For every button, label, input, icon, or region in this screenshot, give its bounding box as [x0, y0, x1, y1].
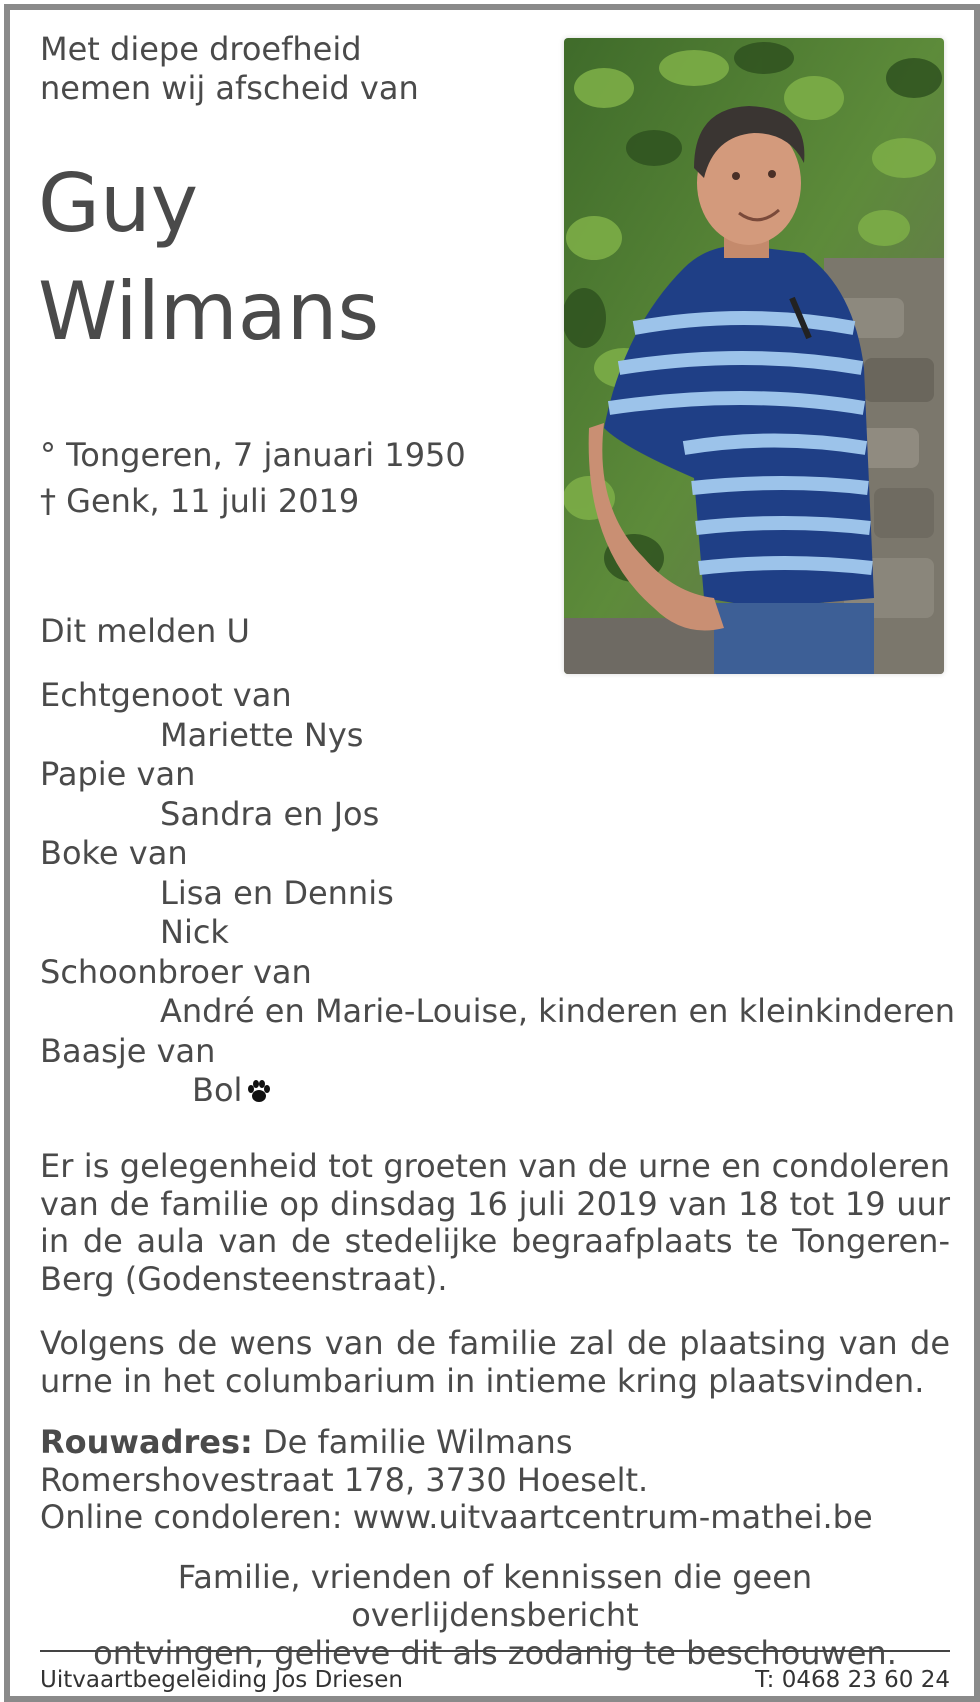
relation-label: Papie van	[40, 755, 196, 793]
obituary-card	[4, 4, 980, 1702]
notice-line-2: ontvingen, gelieve dit als zodanig te beschouwen.	[93, 1634, 897, 1672]
contact-block	[40, 1424, 873, 1537]
relation-name: Mariette Nys	[160, 715, 364, 754]
relation-label: Baasje van	[40, 1031, 216, 1070]
footer-divider	[40, 1650, 950, 1652]
relation-label: Schoonbroer van	[40, 952, 312, 991]
last-name: Wilmans	[38, 265, 380, 358]
announce-text: Dit melden U	[40, 612, 250, 650]
address-name: De familie Wilmans	[252, 1423, 573, 1461]
intro-line-1: Met diepe droefheid	[40, 30, 362, 68]
relation-name: Sandra en Jos	[160, 794, 380, 833]
visitation-paragraph: Er is gelegenheid tot groeten van de urne en condoleren van de familie op dinsdag 16 juli 2019 van 18 tot 19 uur in de aula van de stedelijke begraafplaats te Tongeren-Berg (Godensteenstraat).	[40, 1147, 950, 1298]
relation-name: André en Marie-Louise, kinderen en kleinkinderen	[160, 992, 955, 1030]
address-street: Romershovestraat 178, 3730 Hoeselt.	[40, 1460, 649, 1499]
relation-label: Boke van	[40, 834, 188, 872]
portrait-photo	[564, 38, 944, 674]
relation-name-pet	[40, 1071, 955, 1115]
life-dates	[40, 432, 466, 524]
relations-list	[40, 676, 955, 1115]
birth-date: ° Tongeren, 7 januari 1950	[40, 436, 466, 474]
first-name: Guy	[38, 157, 199, 250]
relation-label: Echtgenoot van	[40, 676, 292, 714]
columbarium-paragraph: Volgens de wens van de familie zal de plaatsing van de urne in het columbarium in intieme kring plaatsvinden.	[40, 1324, 950, 1400]
relation-name: Nick	[160, 913, 229, 951]
intro-line-2: nemen wij afscheid van	[40, 69, 419, 107]
intro-text	[40, 30, 419, 108]
deceased-name	[38, 150, 379, 366]
notice-text	[40, 1558, 950, 1672]
address-line	[40, 1424, 873, 1462]
relation-name: Lisa en Dennis	[160, 873, 394, 912]
death-date: † Genk, 11 juli 2019	[40, 482, 360, 520]
funeral-director: Uitvaartbegeleiding Jos Driesen	[40, 1667, 403, 1693]
notice-line-1: Familie, vrienden of kennissen die geen overlijdensbericht	[177, 1558, 813, 1634]
portrait-illustration	[564, 38, 944, 674]
phone-number[interactable]: T: 0468 23 60 24	[755, 1667, 950, 1693]
online-condolence-link[interactable]: Online condoleren: www.uitvaartcentrum-mathei.be	[40, 1498, 873, 1536]
address-label: Rouwadres:	[40, 1423, 253, 1461]
pet-name: Bol	[192, 1071, 243, 1109]
paw-icon	[246, 1075, 272, 1115]
